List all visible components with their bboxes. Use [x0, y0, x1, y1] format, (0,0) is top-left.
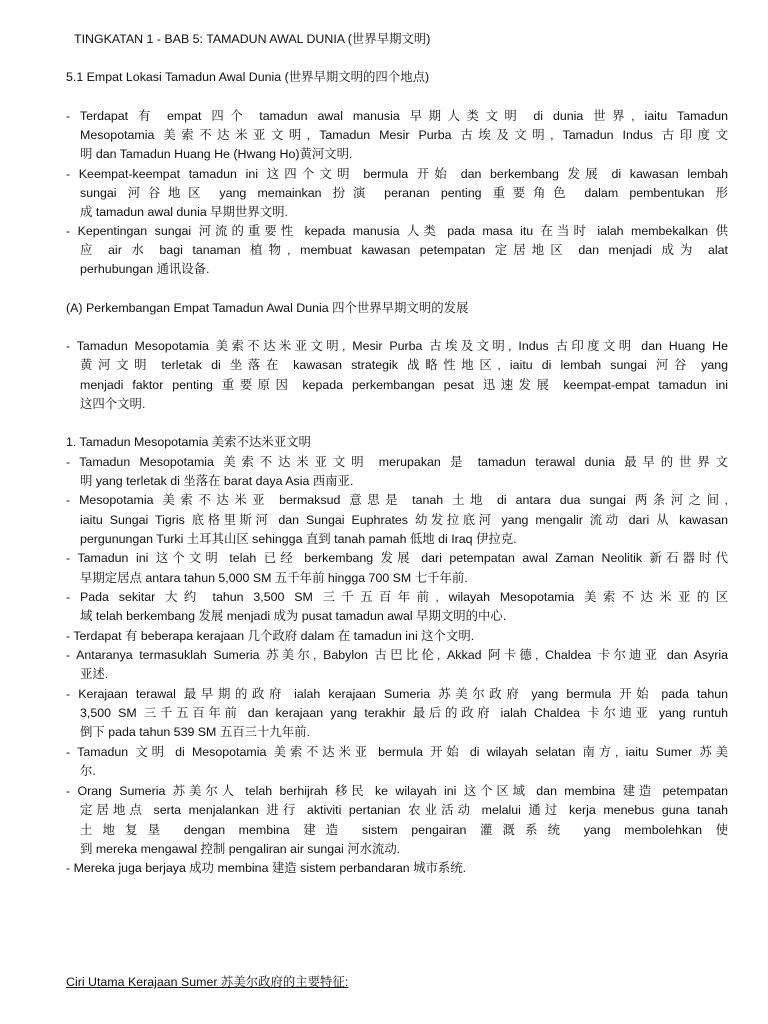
paragraph-line: - Pada sekitar 大约 tahun 3,500 SM 三千五百年前, wilayah Mesopotamia 美索不达米亚的区: [66, 590, 728, 604]
paragraph-line: 到 mereka mengawal 控制 pengaliran air sungai 河水流动.: [80, 842, 401, 856]
paragraph-line: - Terdapat 有 empat 四个 tamadun awal manusia 早期人类文明 di dunia 世界, iaitu Tamadun: [66, 109, 728, 123]
paragraph-line: 黄河文明 terletak di 坐落在 kawasan strategik 战略性地区, iaitu di lembah sungai 河谷 yang: [80, 358, 728, 372]
paragraph-line: 明 yang terletak di 坐落在 barat daya Asia 西南亚.: [80, 474, 354, 488]
paragraph-line: Mesopotamia 美索不达米亚文明, Tamadun Mesir Purba 古埃及文明, Tamadun Indus 古印度文: [80, 128, 728, 142]
section-a-heading: (A) Perkembangan Empat Tamadun Awal Dunia 四个世界早期文明的发展: [66, 301, 469, 315]
paragraph-line: - Keempat-keempat tamadun ini 这四个文明 bermula 开始 dan berkembang 发展 di kawasan lembah: [66, 167, 728, 181]
paragraph-line: 应 air 水 bagi tanaman 植物, membuat kawasan petempatan 定居地区 dan menjadi 成为 alat: [80, 243, 728, 257]
paragraph-line: 3,500 SM 三千五百年前 dan kerajaan yang terakhir 最后的政府 ialah Chaldea 卡尔迪亚 yang runtuh: [80, 706, 728, 720]
sumer-features-heading: Ciri Utama Kerajaan Sumer 苏美尔政府的主要特征:: [66, 975, 349, 989]
paragraph-line: 成 tamadun awal dunia 早期世界文明.: [80, 205, 288, 219]
paragraph-line: 定居地点 serta menjalankan 进行 aktiviti pertanian 农业活动 melalui 通过 kerja menebus guna tanah: [80, 803, 728, 817]
paragraph-line: - Tamadun Mesopotamia 美索不达米亚文明 merupakan 是 tamadun terawal dunia 最早的世界文: [66, 455, 728, 469]
paragraph-line: - Tamadun Mesopotamia 美索不达米亚文明, Mesir Purba 古埃及文明, Indus 古印度文明 dan Huang He: [66, 339, 728, 353]
paragraph-line: - Antaranya termasuklah Sumeria 苏美尔, Babylon 古巴比伦, Akkad 阿卡德, Chaldea 卡尔迪亚 dan Asyria: [66, 648, 728, 662]
paragraph-line: - Orang Sumeria 苏美尔人 telah berhijrah 移民 ke wilayah ini 这个区域 dan membina 建造 petempatan: [66, 784, 728, 798]
paragraph-line: 这四个文明.: [80, 397, 146, 411]
page-title: TINGKATAN 1 - BAB 5: TAMADUN AWAL DUNIA (世界早期文明): [74, 32, 431, 46]
paragraph-line: sungai 河谷地区 yang memainkan 扮演 peranan penting 重要角色 dalam pembentukan 形: [80, 186, 728, 200]
section-1-heading: 1. Tamadun Mesopotamia 美索不达米亚文明: [66, 435, 311, 449]
paragraph-line: 土地复垦 dengan membina 建造 sistem pengairan 灌溉系统 yang membolehkan 使: [80, 823, 728, 837]
paragraph-line: - Tamadun ini 这个文明 telah 已经 berkembang 发展 dari petempatan awal Zaman Neolitik 新石器时代: [66, 551, 728, 565]
paragraph-line: 亚述.: [80, 667, 109, 681]
paragraph-line: 域 telah berkembang 发展 menjadi 成为 pusat tamadun awal 早期文明的中心.: [80, 609, 507, 623]
paragraph-line: pergunungan Turki 土耳其山区 sehingga 直到 tanah pamah 低地 di Iraq 伊拉克.: [80, 532, 517, 546]
paragraph-line: - Kepentingan sungai 河流的重要性 kepada manusia 人类 pada masa itu 在当时 ialah membekalkan 供: [66, 224, 728, 238]
paragraph-line: iaitu Sungai Tigris 底格里斯河 dan Sungai Euphrates 幼发拉底河 yang mengalir 流动 dari 从 kawasan: [80, 513, 728, 527]
paragraph-line: - Tamadun 文明 di Mesopotamia 美索不达米亚 bermula 开始 di wilayah selatan 南方, iaitu Sumer 苏美: [66, 745, 728, 759]
paragraph-line: 倒下 pada tahun 539 SM 五百三十九年前.: [80, 725, 311, 739]
paragraph-line: - Kerajaan terawal 最早期的政府 ialah kerajaan Sumeria 苏美尔政府 yang bermula 开始 pada tahun: [66, 687, 728, 701]
paragraph-line: 尔.: [80, 764, 96, 778]
section-5-1-heading: 5.1 Empat Lokasi Tamadun Awal Dunia (世界早期文明的四个地点): [66, 70, 430, 84]
paragraph-line: - Terdapat 有 beberapa kerajaan 几个政府 dalam 在 tamadun ini 这个文明.: [66, 629, 475, 643]
paragraph-line: 早期定居点 antara tahun 5,000 SM 五千年前 hingga 700 SM 七千年前.: [80, 571, 468, 585]
paragraph-line: menjadi faktor penting 重要原因 kepada perkembangan pesat 迅速发展 keempat-empat tamadun ini: [80, 378, 728, 392]
paragraph-line: perhubungan 通讯设备.: [80, 262, 210, 276]
paragraph-line: - Mesopotamia 美索不达米亚 bermaksud 意思是 tanah 土地 di antara dua sungai 两条河之间,: [66, 493, 728, 507]
paragraph-line: 明 dan Tamadun Huang He (Hwang Ho)黄河文明.: [80, 147, 353, 161]
paragraph-line: - Mereka juga berjaya 成功 membina 建造 sistem perbandaran 城市系统.: [66, 861, 467, 875]
